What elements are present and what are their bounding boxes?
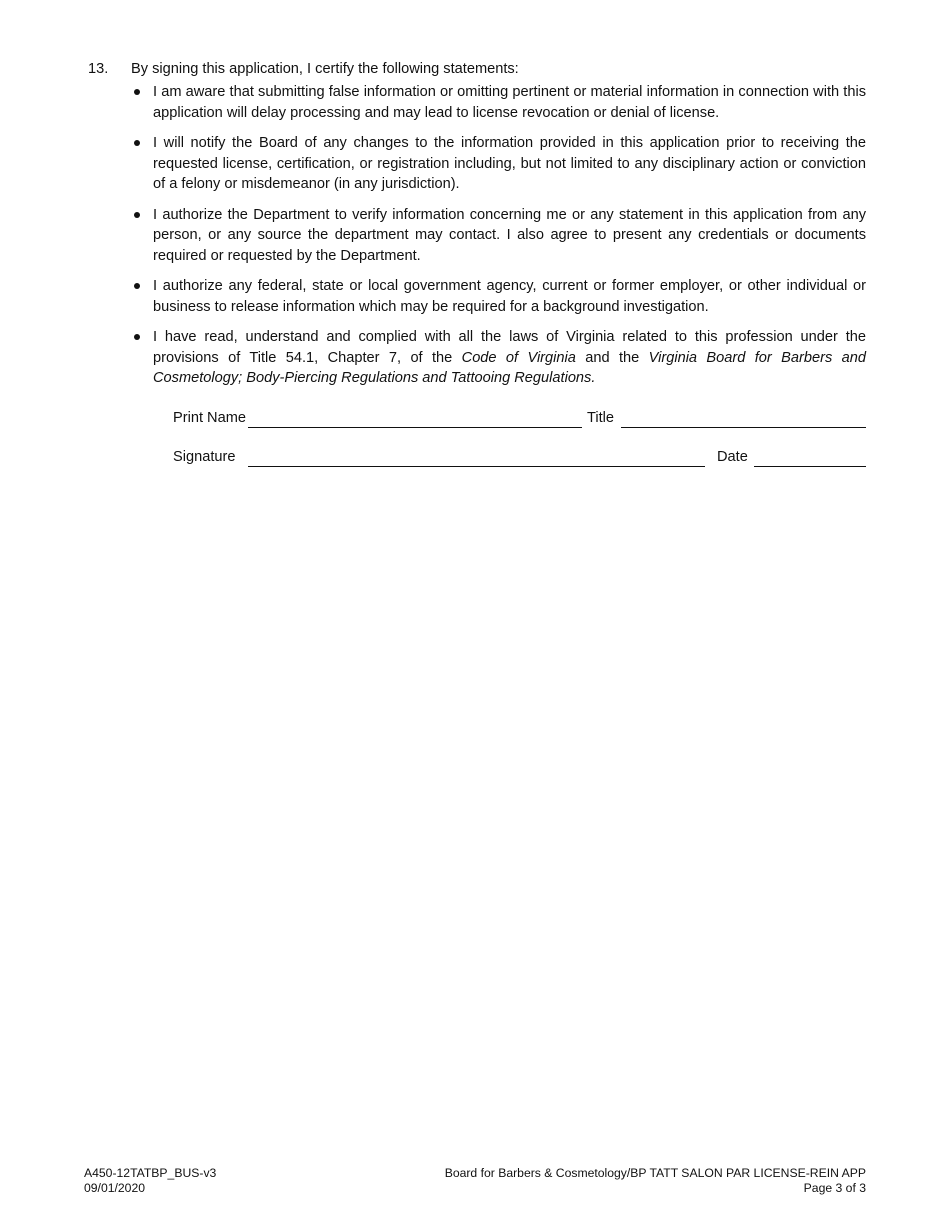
signature-row: [173, 447, 866, 471]
footer-left: [84, 1166, 216, 1196]
print-name-row: [173, 408, 866, 432]
print-name-label: Print Name: [173, 410, 246, 426]
bullet-dot-icon: [134, 212, 140, 218]
bullet-dot-icon: [134, 283, 140, 289]
statement-text-code-of-virginia: Code of Virginia: [461, 349, 576, 366]
statement-false-information: [153, 82, 866, 123]
title-field[interactable]: [621, 427, 866, 428]
signature-field[interactable]: [248, 466, 705, 467]
item-heading-text: By signing this application, I certify the following statements:: [131, 61, 519, 77]
statement-text-part1: I have read, understand and complied with all the laws of Virginia related to this profession under the provisions of Title 54.1, Chapter 7, of the: [153, 329, 866, 366]
statement-text: I authorize any federal, state or local government agency, current or former employer, or other individual or business to release information which may be required for a background investigation.: [153, 278, 866, 315]
form-date: 09/01/2020: [84, 1181, 145, 1195]
page-number: Page 3 of 3: [803, 1181, 866, 1195]
bullet-dot-icon: [134, 334, 140, 340]
title-label: Title: [587, 410, 615, 426]
signature-label: Signature: [173, 449, 236, 465]
statement-text: I will notify the Board of any changes to the information provided in this application prior to receiving the requested license, certification, or registration including, but not limited to any disciplinary action or conviction of a felony or misdemeanor (in any jurisdiction).: [153, 135, 866, 192]
certification-section: [88, 59, 866, 399]
bullet-dot-icon: [134, 140, 140, 146]
footer-right: [445, 1166, 866, 1196]
statement-notify-board: [153, 133, 866, 195]
bullet-dot-icon: [134, 89, 140, 95]
statement-text-part2: and the: [575, 349, 649, 366]
certification-statements-list: [88, 82, 866, 389]
statement-read-laws: [153, 327, 866, 389]
statement-text-regulations: Virginia Board for Barbers and Cosmetology; Body-Piercing Regulations and Tattooing Regulations.: [153, 349, 866, 386]
statement-text: I am aware that submitting false information or omitting pertinent or material information in connection with this application will delay processing and may lead to license revocation or denial of license.: [153, 84, 866, 121]
statement-authorize-release: [153, 276, 866, 317]
print-name-field[interactable]: [248, 427, 582, 428]
statement-authorize-department: [153, 205, 866, 267]
statement-text: I authorize the Department to verify information concerning me or any statement in this application from any person, or any source the department may contact. I also agree to present any credentials or documents required or requested by the Department.: [153, 206, 866, 264]
date-field[interactable]: [754, 466, 866, 467]
board-title: Board for Barbers & Cosmetology/BP TATT SALON PAR LICENSE-REIN APP: [444, 1166, 866, 1180]
item-number: 13.: [88, 61, 109, 77]
item-13-heading: [88, 59, 866, 79]
form-id: A450-12TATBP_BUS-v3: [84, 1166, 217, 1180]
date-label: Date: [717, 449, 748, 465]
